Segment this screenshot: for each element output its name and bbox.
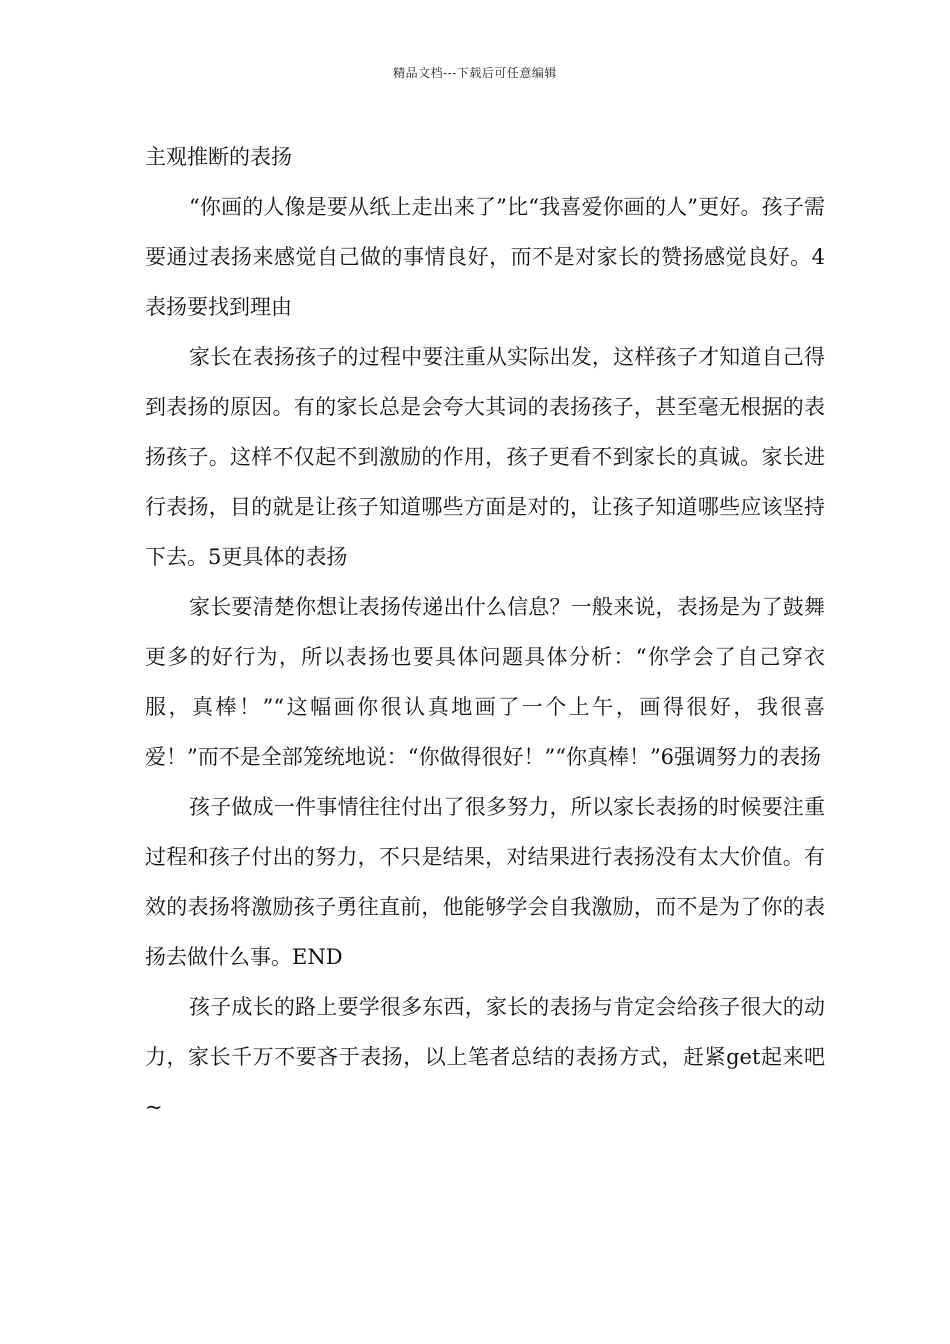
paragraph: “你画的人像是要从纸上走出来了”比“我喜爱你画的人”更好。孩子需要通过表扬来感觉自己做的事情良好，而不是对家长的赞扬感觉良好。4表扬要找到理由 [145,195,825,319]
section-heading: 主观推断的表扬 [145,145,292,169]
page-header: 精品文档---下载后可任意编辑 [393,66,557,80]
paragraph: 家长在表扬孩子的过程中要注重从实际出发，这样孩子才知道自己得到表扬的原因。有的家长总是会夸大其词的表扬孩子，甚至毫无根据的表扬孩子。这样不仅起不到激励的作用，孩子更看不到家长的真诚。家长进行表扬，目的就是让孩子知道哪些方面是对的，让孩子知道哪些应该坚持下去。5更具体的表扬 [145,345,825,569]
paragraph: 孩子成长的路上要学很多东西，家长的表扬与肯定会给孩子很大的动力，家长千万不要吝于表扬，以上笔者总结的表扬方式，赶紧get起来吧~ [145,995,825,1119]
document-body [145,132,825,1132]
paragraph: 孩子做成一件事情往往付出了很多努力，所以家长表扬的时候要注重过程和孩子付出的努力，不只是结果，对结果进行表扬没有太大价值。有效的表扬将激励孩子勇往直前，他能够学会自我激励，而不是为了你的表扬去做什么事。END [145,795,825,969]
paragraph: 家长要清楚你想让表扬传递出什么信息？一般来说，表扬是为了鼓舞更多的好行为，所以表扬也要具体问题具体分析：“你学会了自己穿衣服，真棒！”“这幅画你很认真地画了一个上午，画得很好，我很喜爱！”而不是全部笼统地说：“你做得很好！”“你真棒！”6强调努力的表扬 [145,595,825,769]
